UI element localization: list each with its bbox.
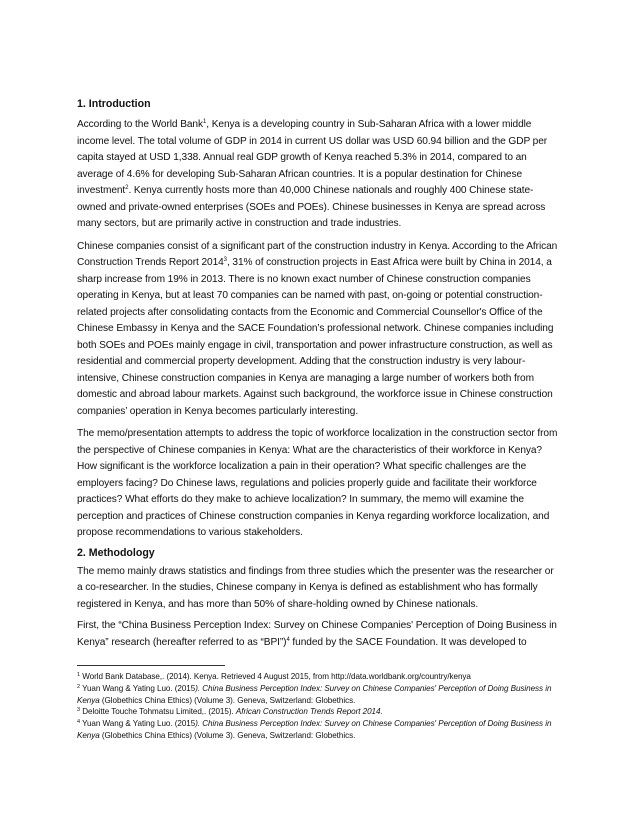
text-run: funded by the SACE Foundation. It was developed to bbox=[289, 636, 527, 648]
section-heading-introduction: 1. Introduction bbox=[77, 98, 151, 110]
footnote-text: World Bank Database,. (2014). Kenya. Retrieved 4 August 2015, from http://data.worldbank.org/country/kenya bbox=[80, 672, 471, 681]
footnote-text: Yuan Wang & Yating Luo. (2015 bbox=[80, 683, 196, 693]
paragraph-introduction-2 bbox=[77, 239, 561, 421]
footnote-text: Yuan Wang & Yating Luo. (2015 bbox=[80, 719, 196, 729]
footnote-title: ). China Business Perception Index: Survey on Chinese Companies' Perception of Doing Business in Kenya bbox=[77, 719, 552, 740]
footnote-number: 1 bbox=[77, 672, 81, 678]
text-run: Chinese companies consist of a significant part of the construction industry in Kenya. According to the African Construction Trends Report 2014 bbox=[77, 240, 558, 268]
paragraph-introduction-1 bbox=[77, 117, 561, 233]
section-heading-methodology: 2. Methodology bbox=[77, 546, 155, 559]
text-run: , 31% of construction projects in East Africa were built by China in 2014, a sharp increase from 19% in 2013. There is no known exact number of Chinese construction companies operating in Kenya, but at least 70 companies can be named with past, on-going or potential construction-related projects after consolidating contacts from the Economic and Commercial Counsellor's Office of the Chinese Embassy in Kenya and the SACE Foundation’s professional network. Chinese companies including both SOEs and POEs mainly engage in civil, transportation and power infrastructure construction, as well as residential and commercial property development. Adding that the construction industry is very labour-intensive, Chinese construction companies in Kenya are managing a large number of workers both from domestic and abroad labour markets. Against such background, the workforce issue in Chinese construction companies’ operation in Kenya becomes particularly interesting. bbox=[77, 257, 554, 417]
text-run: First, the “China Business Perception Index: Survey on Chinese Companies' Perception of Doing Business in Kenya” research (hereafter referred to as “BPI”) bbox=[77, 620, 557, 648]
footnote-separator bbox=[77, 665, 225, 666]
footnote-number: 4 bbox=[77, 719, 81, 726]
footnote-1 bbox=[77, 671, 561, 683]
footnote-title: ). China Business Perception Index: Survey on Chinese Companies' Perception of Doing Business in Kenya bbox=[77, 683, 552, 705]
document-body bbox=[77, 97, 561, 651]
footnote-text: (Globethics China Ethics) (Volume 3). Geneva, Switzerland: Globethics. bbox=[99, 695, 356, 705]
footnote-number: 2 bbox=[77, 683, 81, 690]
footnote-4 bbox=[77, 718, 561, 742]
footnote-text: Deloitte Touche Tohmatsu Limited,. (2015). bbox=[80, 707, 236, 717]
footnote-ref-4: 4 bbox=[286, 636, 290, 643]
footnote-3 bbox=[77, 706, 561, 718]
footnote-ref-2: 2 bbox=[125, 185, 129, 191]
footnote-2 bbox=[77, 683, 561, 707]
footnote-ref-3: 3 bbox=[223, 257, 227, 263]
footnote-title: African Construction Trends Report 2014. bbox=[235, 707, 383, 717]
footnote-ref-1: 1 bbox=[202, 119, 207, 125]
footnotes bbox=[77, 671, 561, 742]
paragraph-methodology-2 bbox=[77, 618, 561, 651]
paragraph-introduction-3: The memo/presentation attempts to address the topic of workforce localization in the construction sector from the perspective of Chinese companies in Kenya: What are the characteristics of their workforce in Kenya? How significant is the workforce localization a pain in their operation? What specific challenges are the employers facing? Do Chinese laws, regulations and policies properly guide and facilitate their workforce practices? What efforts do they make to achieve localization? In summary, the memo will examine the perception and practices of Chinese construction companies in Kenya regarding workforce localization, and propose recommendations to various stakeholders. bbox=[77, 428, 558, 538]
footnote-text: (Globethics China Ethics) (Volume 3). Geneva, Switzerland: Globethics. bbox=[99, 730, 356, 740]
text-run: , Kenya is a developing country in Sub-Saharan Africa with a lower middle income level. The total volume of GDP in 2014 in current US dollar was USD 60.94 billion and the GDP per capita stayed at USD 1,338. Annual real GDP growth of Kenya reached 5.3% in 2014, compared to an average of 4.6% for developing Sub-Saharan African countries. It is a popular destination for Chinese investment bbox=[77, 119, 548, 196]
footnote-number: 3 bbox=[77, 707, 81, 714]
text-run: According to the World Bank bbox=[77, 119, 203, 130]
paragraph-methodology-1: The memo mainly draws statistics and findings from three studies which the presenter was the researcher or a co-researcher. In the studies, Chinese company in Kenya is defined as establishment who has formally registered in Kenya, and has more than 50% of share-holding owned by Chinese nationals. bbox=[77, 565, 554, 610]
text-run: . Kenya currently hosts more than 40,000 Chinese nationals and roughly 400 Chinese state-owned and private-owned enterprises (SOEs and POEs). Chinese businesses in Kenya are spread across many sectors, but are primarily active in construction and trade industries. bbox=[77, 185, 546, 229]
